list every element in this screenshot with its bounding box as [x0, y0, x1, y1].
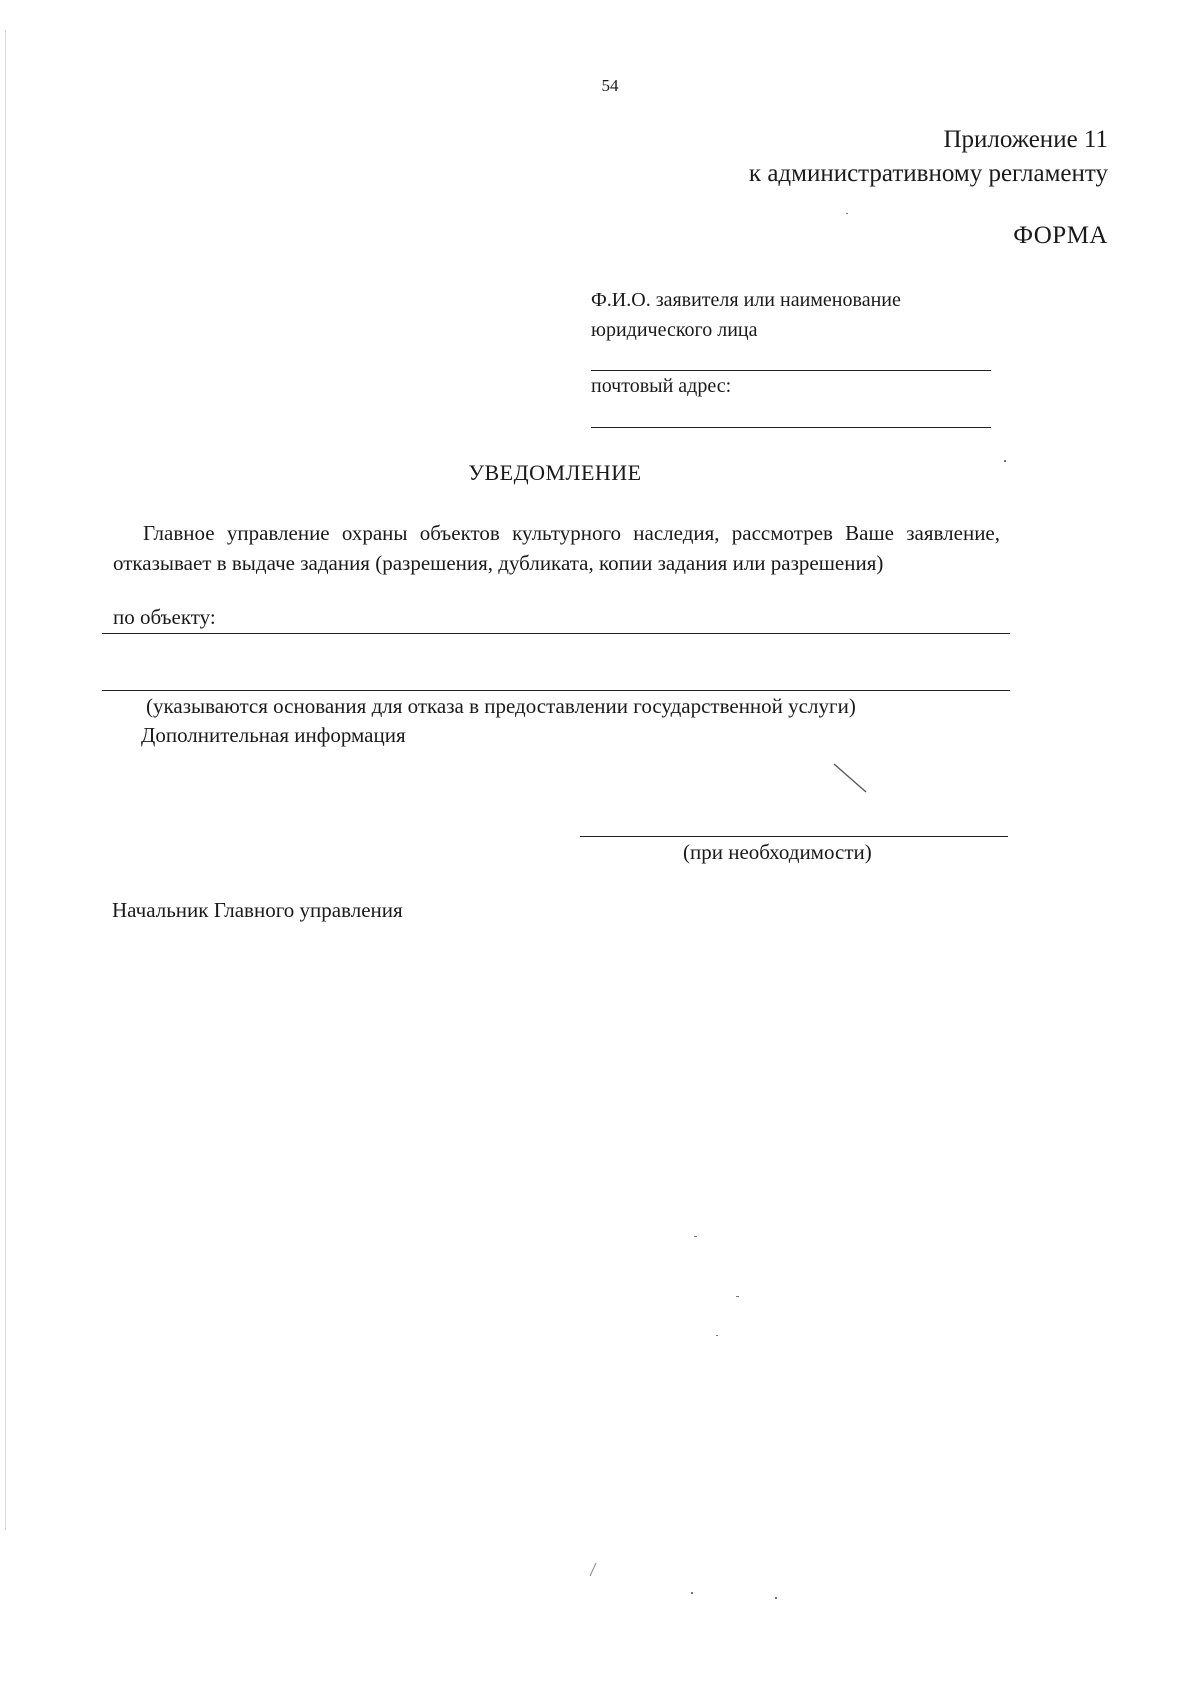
- notice-title: УВЕДОМЛЕНИЕ: [468, 460, 642, 485]
- additional-info-line: [580, 836, 1008, 837]
- scan-speck: [846, 213, 848, 214]
- appendix-title: Приложение 11: [943, 126, 1108, 153]
- scan-mark: [588, 1562, 598, 1578]
- scan-speck: [1004, 460, 1006, 462]
- scan-edge: [5, 30, 6, 1530]
- appendix-subtitle: к административному регламенту: [748, 160, 1108, 187]
- object-label: по объекту:: [113, 605, 216, 629]
- postal-address-label: почтовый адрес:: [591, 375, 732, 397]
- page-number: 54: [601, 76, 619, 95]
- scan-speck: [736, 1296, 739, 1297]
- scan-speck: [694, 1236, 697, 1237]
- postal-address-line: [591, 427, 991, 428]
- appendix-header: [749, 123, 1108, 191]
- scan-speck: [716, 1335, 718, 1336]
- form-label: ФОРМА: [1013, 222, 1108, 249]
- grounds-line: [102, 690, 1010, 691]
- scan-speck: [691, 1592, 693, 1594]
- recipient-name-label: Ф.И.О. заявителя или наименование юридического лица: [591, 289, 901, 341]
- object-line: [102, 633, 1010, 634]
- signatory-position: Начальник Главного управления: [112, 898, 403, 922]
- notice-body: Главное управление охраны объектов культурного наследия, рассмотрев Ваше заявление, отказывает в выдаче задания (разрешения, дубликата, копии задания или разрешения): [113, 521, 1000, 575]
- scan-speck: [775, 1597, 777, 1599]
- recipient-name-line: [591, 370, 991, 371]
- if-needed-note: (при необходимости): [683, 840, 872, 864]
- pen-stroke-mark: [832, 762, 868, 794]
- grounds-note: (указываются основания для отказа в предоставлении государственной услуги): [146, 694, 856, 718]
- additional-info-label: Дополнительная информация: [141, 723, 406, 747]
